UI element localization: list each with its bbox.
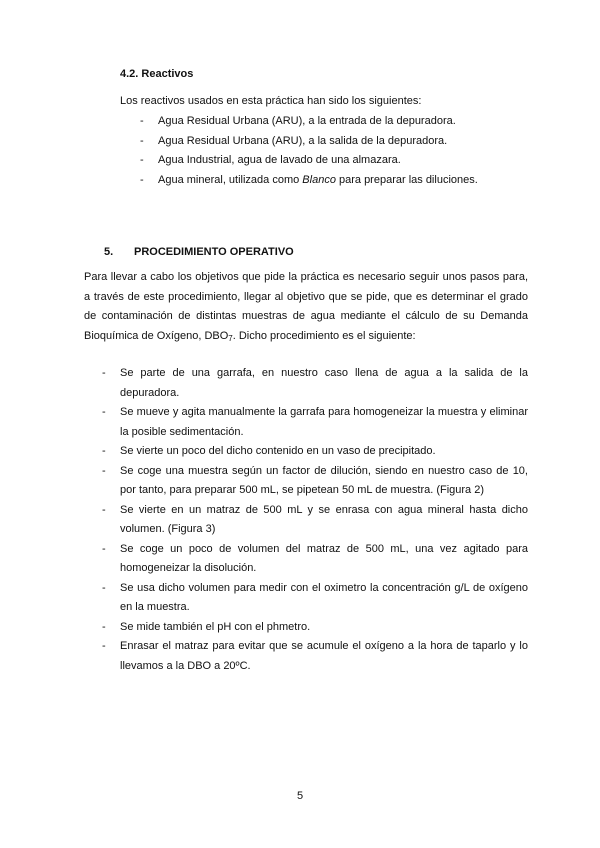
bullet-dash: - [102,620,106,633]
list-item: - Se vierte en un matraz de 500 mL y se enrasa con agua mineral hasta dicho volumen. (Figura 3) [102,501,528,540]
list-item: - Enrasar el matraz para evitar que se acumule el oxígeno a la hora de taparlo y lo llevamos a la DBO a 20ºC. [102,637,528,676]
section-title: PROCEDIMIENTO OPERATIVO [134,246,294,258]
bullet-dash: - [102,581,106,594]
italic-term: Blanco [302,173,336,186]
bullet-dash: - [102,464,106,477]
procedure-paragraph: Para llevar a cabo los objetivos que pide la práctica es necesario seguir unos pasos para, a través de este procedimiento, llegar al objetivo que se pide, que es determinar el grado de contaminación de distintas muestras de agua mediante el cálculo de su Demanda Bioquímica de Oxígeno, $DBO_7$. Dicho procedimiento es el siguiente: [84,271,528,343]
section-4-2-title: 4.2. Reactivos [120,68,194,80]
bullet-dash: - [102,640,106,652]
reactivos-intro: Los reactivos usados en esta práctica han sido los siguientes: [120,95,422,107]
subscript: 7 [228,333,233,343]
bullet-dash: - [140,134,144,147]
list-item: - Se usa dicho volumen para medir con el oximetro la concentración g/L de oxígeno en la muestra. [102,579,528,618]
bullet-dash: - [102,542,106,555]
reactivos-list [140,112,560,190]
list-item: - Agua Industrial, agua de lavado de una almazara. [140,151,560,171]
bullet-dash: - [140,115,144,127]
procedure-steps [102,364,528,676]
section-number: 5. [104,246,114,258]
bullet-dash: - [102,367,106,379]
list-item: - Se mide también el pH con el phmetro. [102,618,528,638]
bullet-dash: - [140,154,144,166]
bullet-dash: - [102,445,106,457]
bullet-dash: - [102,503,106,516]
list-item: - Agua Residual Urbana (ARU), a la salida de la depuradora. [140,132,560,152]
bullet-dash: - [102,406,106,418]
list-item: - Se vierte un poco del dicho contenido en un vaso de precipitado. [102,442,528,462]
page-number: 5 [296,790,304,802]
list-item: - Se mueve y agita manualmente la garrafa para homogeneizar la muestra y eliminar la posible sedimentación. [102,403,528,442]
list-item: - Se coge una muestra según un factor de dilución, siendo en nuestro caso de 10, por tanto, para preparar 500 mL, se pipetean 50 mL de muestra. (Figura 2) [102,462,528,501]
list-item: - Se coge un poco de volumen del matraz de 500 mL, una vez agitado para homogeneizar la disolución. [102,540,528,579]
section-5-heading [104,246,294,258]
list-item: - Agua mineral, utilizada como Blanco para preparar las diluciones. [140,171,560,191]
bullet-dash: - [140,173,144,186]
list-item: - Agua Residual Urbana (ARU), a la entrada de la depuradora. [140,112,560,132]
list-item: - Se parte de una garrafa, en nuestro caso llena de agua a la salida de la depuradora. [102,364,528,403]
